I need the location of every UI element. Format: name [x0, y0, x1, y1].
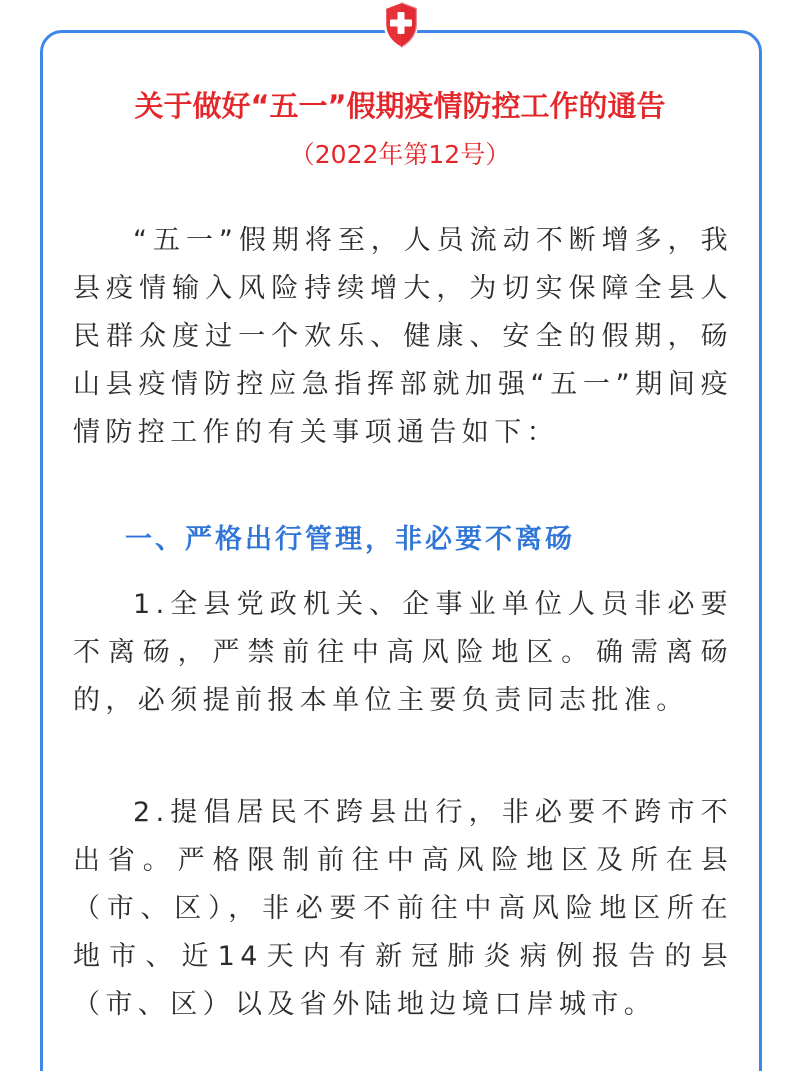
intro-paragraph: “五一”假期将至，人员流动不断增多，我县疫情输入风险持续增大，为切实保障全县人民群众度过一个欢乐、健康、安全的假期，砀山县疫情防控应急指挥部就加强“五一”期间疫情防控工作的有关事项通告如下： — [73, 225, 733, 448]
section-heading: 一、严格出行管理，非必要不离砀 — [125, 524, 575, 555]
document-number: （2022年第12号） — [289, 140, 511, 169]
notice-title: 关于做好“五一”假期疫情防控工作的通告 — [134, 89, 666, 123]
medical-cross-shield-icon — [381, 0, 421, 50]
item-paragraph-1: 1.全县党政机关、企事业单位人员非必要不离砀，严禁前往中高风险地区。确需离砀的，必须提前报本单位主要负责同志批准。 — [73, 589, 733, 716]
item-paragraph-2: 2.提倡居民不跨县出行，非必要不跨市不出省。严格限制前往中高风险地区及所在县（市、区），非必要不前往中高风险地区所在地市、近14天内有新冠肺炎病例报告的县（市、区）以及省外陆地边境口岸城市。 — [73, 797, 733, 1020]
